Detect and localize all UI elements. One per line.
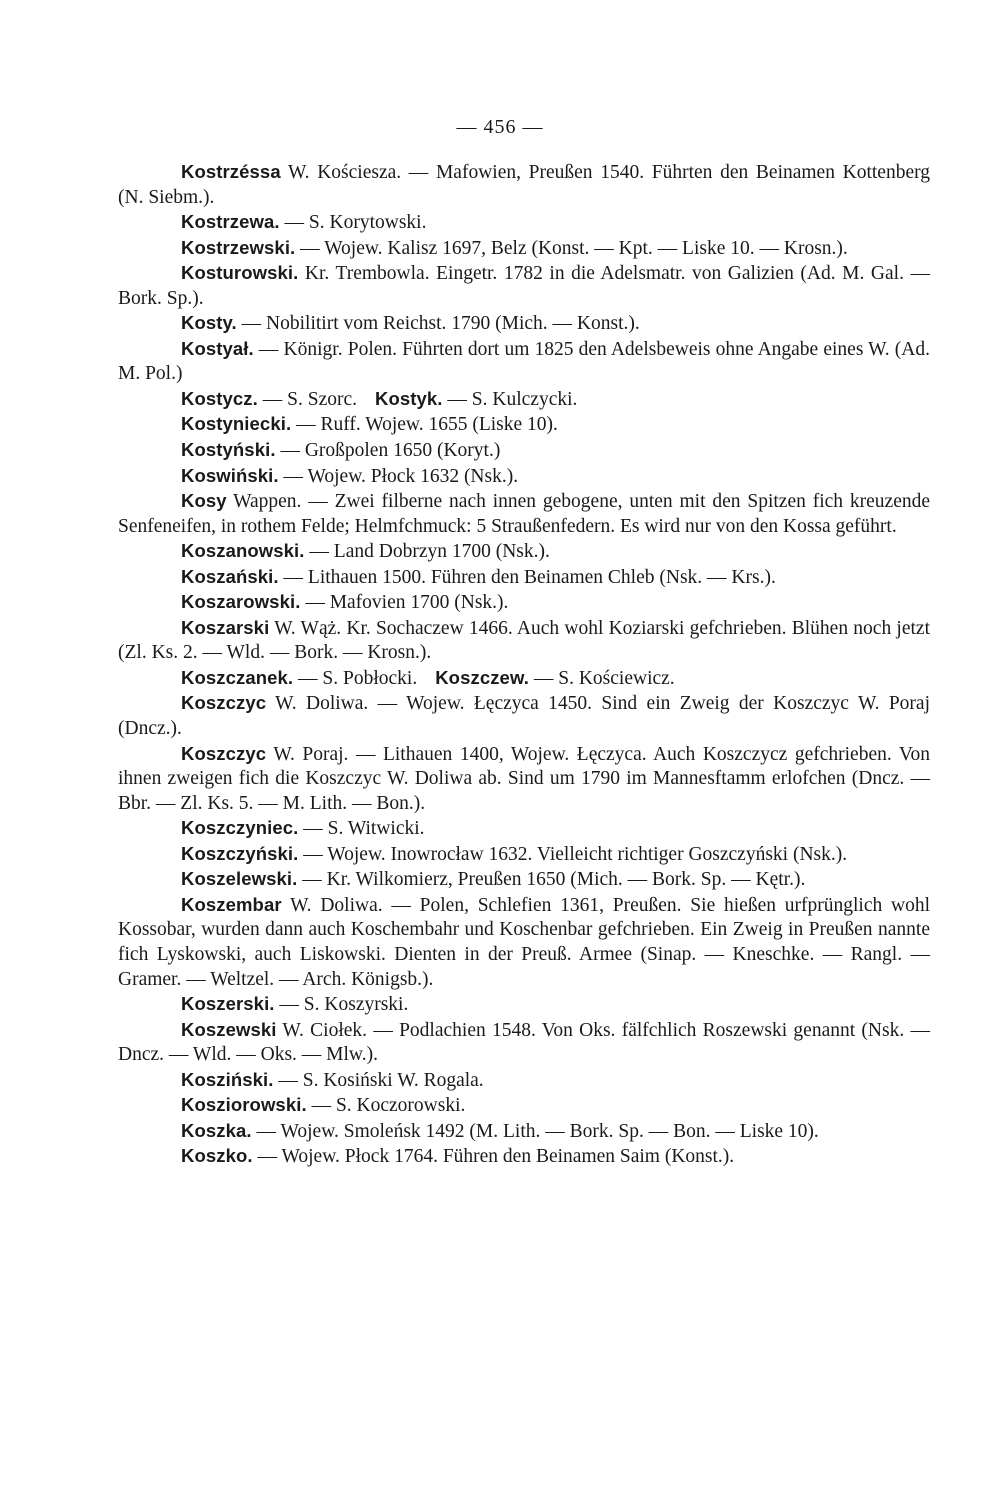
entry-headword: Kosziorowski.	[181, 1094, 307, 1116]
entry	[118, 565, 930, 591]
entry-headword: Kosty.	[181, 312, 237, 334]
entry	[118, 616, 930, 666]
entry-headword: Kostycz.	[181, 387, 258, 409]
entry-text: — Großpolen 1650 (Koryt.)	[280, 440, 501, 462]
entry	[118, 992, 930, 1018]
entry-text: — Lithauen 1500. Führen den Beinamen Chleb (Nsk. — Krs.).	[283, 566, 776, 588]
entry-headword: Koszelewski.	[181, 868, 298, 890]
entry	[118, 666, 930, 692]
entry-headword: Koszanowski.	[181, 540, 305, 562]
entry	[118, 438, 930, 464]
entry-headword: Koszko.	[181, 1145, 253, 1167]
entry	[118, 464, 930, 490]
entry-headword: Koszczyc	[181, 742, 267, 764]
entry	[118, 691, 930, 741]
entry	[118, 1018, 930, 1068]
entry	[118, 816, 930, 842]
entry-text: — S. Kulczycki.	[447, 388, 578, 410]
entry-text: — Wojew. Inowrocław 1632. Vielleicht richtiger Goszczyński (Nsk.).	[303, 843, 848, 865]
entry-headword: Koszczyński.	[181, 842, 299, 864]
entry-headword: Koszczyc	[181, 692, 267, 714]
entry	[118, 1068, 930, 1094]
entry-text: — Mafovien 1700 (Nsk.).	[305, 592, 509, 614]
entry-headword: Kostyał.	[181, 337, 254, 359]
entry-text: W. Doliwa. — Polen, Schlefien 1361, Preußen. Sie hießen urfprünglich wohl Kossobar, wurden dann auch Koschembahr und Koschenbar gefchrieben. Ein Zweig in Preußen nannte fich Lyskowski, auch Liskowski. Dienten in der Preuß. Armee (Sinap. — Kneschke. — Rangl. — Gramer. — Weltzel. — Arch. Königsb.).	[118, 894, 930, 990]
entry-text: — Nobilitirt vom Reichst. 1790 (Mich. — Konst.).	[241, 313, 640, 335]
entry-text: — S. Korytowski.	[284, 212, 427, 234]
entry-text: — S. Szorc.	[262, 388, 358, 410]
entry-headword: Koszembar	[181, 893, 282, 915]
entry-text: — S. Kościewicz.	[533, 667, 675, 689]
entry-headword: Koszka.	[181, 1119, 252, 1141]
entry-text: — Kr. Wilkomierz, Preußen 1650 (Mich. — Bork. Sp. — Kętr.).	[302, 869, 806, 891]
entry-text: — S. Koszyrski.	[279, 994, 409, 1016]
entry-headword: Koszarowski.	[181, 591, 301, 613]
entry	[118, 160, 930, 210]
entry-text: — Wojew. Płock 1632 (Nsk.).	[283, 465, 519, 487]
entry	[118, 236, 930, 262]
entry-text: W. Ciołek. — Podlachien 1548. Von Oks. fälfchlich Roszewski genannt (Nsk. — Dncz. — Wld. — Oks. — Mlw.).	[118, 1019, 930, 1066]
entry-headword: Kostyński.	[181, 439, 276, 461]
entry-text: W. Kościesza. — Mafowien, Preußen 1540. Führten den Beinamen Kottenberg (N. Siebm.).	[118, 162, 930, 208]
entry	[118, 590, 930, 616]
entry-headword: Kosturowski.	[181, 262, 299, 284]
entry-text: — S. Kosiński W. Rogala.	[278, 1069, 484, 1091]
entry	[118, 489, 930, 539]
entry	[118, 539, 930, 565]
entry-text: — S. Witwicki.	[303, 818, 425, 840]
entries-column	[118, 160, 930, 1170]
entry-headword: Kostyniecki.	[181, 413, 292, 435]
entry-headword: Kosziński.	[181, 1068, 274, 1090]
entry-headword: Koszerski.	[181, 993, 275, 1015]
entry	[118, 210, 930, 236]
entry	[118, 311, 930, 337]
entry-text: — Königr. Polen. Führten dort um 1825 den Adelsbeweis ohne Angabe eines W. (Ad. M. Pol.)	[118, 338, 930, 385]
entry-headword: Kostrzewski.	[181, 236, 296, 258]
entry	[118, 742, 930, 817]
entry	[118, 261, 930, 311]
entry	[118, 337, 930, 387]
entry	[118, 867, 930, 893]
entry-text: W. Wąż. Kr. Sochaczew 1466. Auch wohl Koziarski gefchrieben. Blühen noch jetzt (Zl. Ks. 2. — Wld. — Bork. — Krosn.).	[118, 617, 930, 664]
entry	[118, 1119, 930, 1145]
entry-headword: Koszarski	[181, 616, 270, 638]
entry-text: — S. Pobłocki.	[298, 667, 418, 689]
entry-headword: Koszewski	[181, 1018, 277, 1040]
entry-headword: Koswiński.	[181, 464, 279, 486]
entry	[118, 1093, 930, 1119]
entry-headword: Koszański.	[181, 565, 279, 587]
page-number: — 456 —	[456, 116, 544, 138]
entry-text: W. Doliwa. — Wojew. Łęczyca 1450. Sind ein Zweig der Koszczyc W. Poraj (Dncz.).	[118, 693, 930, 740]
entry-headword: Kosy	[181, 490, 227, 512]
entry-headword: Kostrzewa.	[181, 211, 280, 233]
entry-headword: Koszczyniec.	[181, 817, 299, 839]
entry-text: — Ruff. Wojew. 1655 (Liske 10).	[296, 414, 558, 436]
entry-headword: Koszczew.	[435, 666, 529, 688]
entry	[118, 1144, 930, 1170]
entry	[118, 412, 930, 438]
entry-text: Kr. Trembowla. Eingetr. 1782 in die Adelsmatr. von Galizien (Ad. M. Gal. — Bork. Sp.).	[118, 263, 931, 309]
entry-headword: Kostrzéssa	[181, 161, 281, 182]
entry-headword: Koszczanek.	[181, 666, 294, 688]
entry-text: — S. Koczorowski.	[311, 1095, 466, 1117]
entry	[118, 893, 930, 992]
entry-text: W. Poraj. — Lithauen 1400, Wojew. Łęczyca. Auch Koszczycz gefchrieben. Von ihnen zweigen fich die Koszczyc W. Doliwa ab. Sind um 1790 im Mannesftamm erlofchen (Dncz. — Bbr. — Zl. Ks. 5. — M. Lith. — Bon.).	[118, 743, 931, 814]
entry	[118, 387, 930, 413]
entry-text: — Wojew. Kalisz 1697, Belz (Konst. — Kpt. — Liske 10. — Krosn.).	[300, 237, 848, 259]
entry-headword: Kostyk.	[375, 387, 443, 409]
entry-text: — Land Dobrzyn 1700 (Nsk.).	[309, 541, 550, 563]
entry-text: — Wojew. Płock 1764. Führen den Beinamen Saim (Konst.).	[257, 1146, 735, 1168]
entry-text: — Wojew. Smoleńsk 1492 (M. Lith. — Bork. Sp. — Bon. — Liske 10).	[256, 1120, 819, 1142]
entry	[118, 842, 930, 868]
entry-text: Wappen. — Zwei filberne nach innen gebogene, unten mit den Spitzen fich kreuzende Senfeneifen, in rothem Felde; Helmfchmuck: 5 Straußenfedern. Es wird nur von den Kossa geführt.	[118, 491, 930, 537]
